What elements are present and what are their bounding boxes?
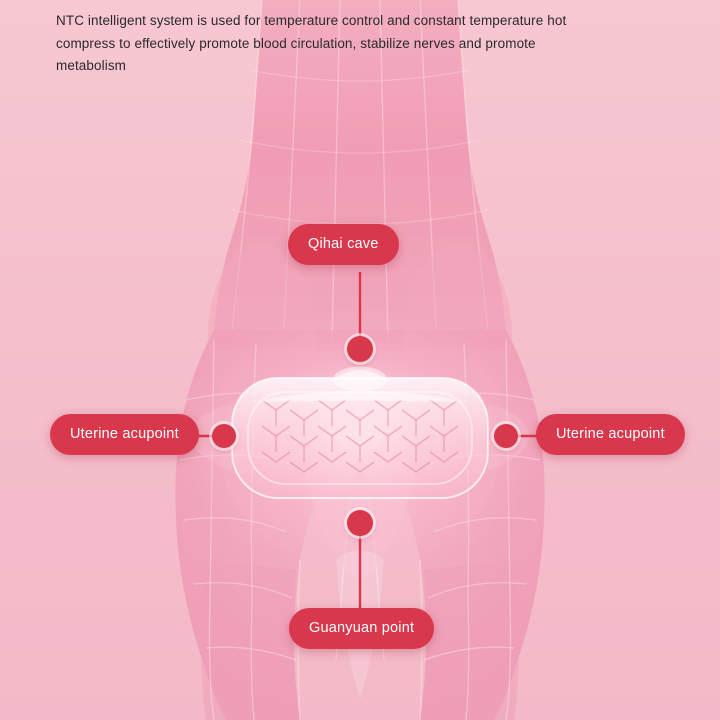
label-uterine-acupoint-left: Uterine acupoint bbox=[50, 414, 199, 455]
caption-text: NTC intelligent system is used for temperature control and constant temperature hot compress to effectively promote blood circulation, stabilize nerves and promote metabolism bbox=[56, 13, 567, 73]
acupoint-dot-qihai bbox=[347, 336, 373, 362]
acupoint-dot-uterine-right bbox=[494, 424, 518, 448]
label-qihai-cave: Qihai cave bbox=[288, 224, 399, 265]
label-uterine-acupoint-right: Uterine acupoint bbox=[536, 414, 685, 455]
acupoint-dot-guanyuan bbox=[347, 510, 373, 536]
acupoint-dot-uterine-left bbox=[212, 424, 236, 448]
label-guanyuan-point: Guanyuan point bbox=[289, 608, 434, 649]
